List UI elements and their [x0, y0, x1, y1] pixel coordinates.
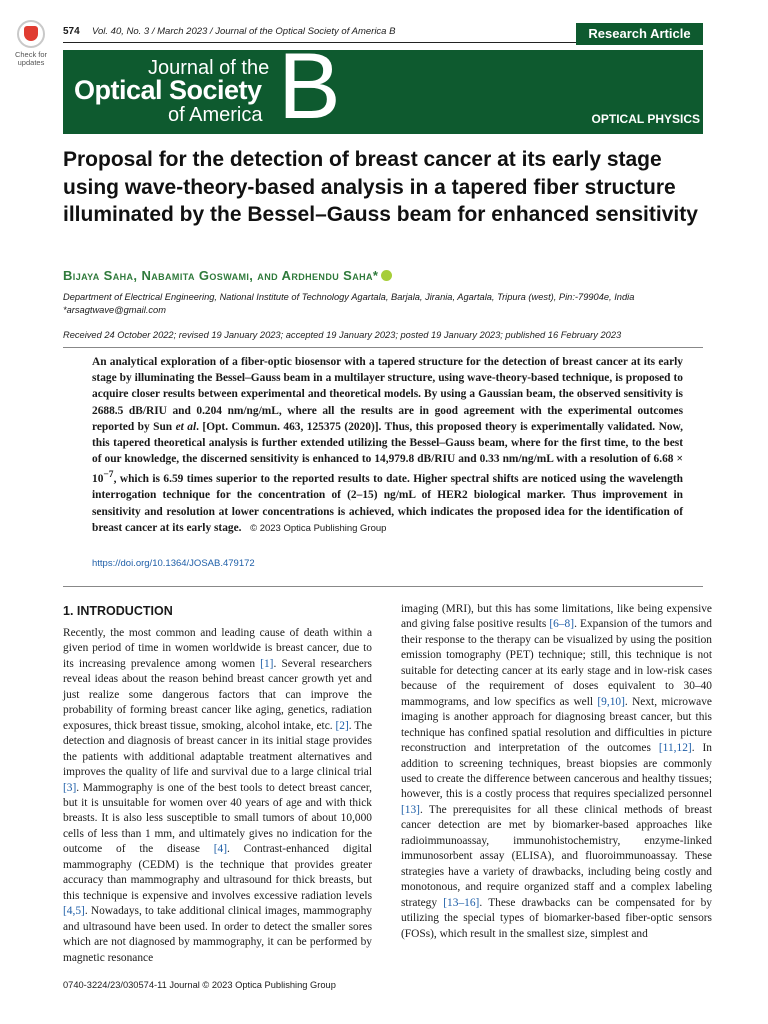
citation-link[interactable]: [6–8]	[549, 618, 575, 631]
body-text: . The prerequisites for all these clinical methods of breast cancer detection are met by biomarker-based approaches like radioimmunoassay, immunohistochemistry, enzyme-linked immunosorbent assay (ELISA), and fluoroimmunoassay. These strategies have a variety of drawbacks, including being costly and monotonous, and require organized staff and a complex labeling strategy	[401, 803, 712, 909]
article-type-badge: Research Article	[576, 23, 703, 45]
abstract-text-3: , which is 6.59 times superior to the reported results to date. Higher spectral shifts are noticed using the wavelength interrogation technique for the concentration of (2–15) ng/mL of HER2 biological marker. Thus improvement in sensitivity and resolution at lower concentrations is achieved, which indicates the proposed idea for the identification of breast cancer at its early stage.	[92, 473, 683, 534]
citation-link[interactable]: [3]	[63, 781, 77, 794]
abstract-bottom-rule	[63, 586, 703, 587]
body-text: . In addition to screening techniques, breast biopsies are commonly used to create the difference between cancerous and healthy tissues; however, this is a costly process that requires specialized personnel	[401, 742, 713, 801]
body-text: imaging (MRI), but this has some limitations, like being expensive and giving false positive results	[401, 603, 712, 631]
check-for-updates-badge[interactable]	[10, 20, 52, 67]
masthead-line1: Journal of the	[148, 57, 270, 79]
body-text: . Mammography is one of the best tools to detect breast cancer, but it is unsuitable for women over 40 years of age and with thick breasts. It is also less susceptible to small tumors of about 10,000 cells of less than 1 mm, and ultimately gives no indication for the outcome of the disease	[63, 781, 372, 856]
article-dates: Received 24 October 2022; revised 19 January 2023; accepted 19 January 2023; posted 19 January 2023; published 16 February 2023	[63, 330, 622, 340]
article-title: Proposal for the detection of breast cancer at its early stage using wave-theory-based analysis in a tapered fiber structure illuminated by the Bessel–Gauss beam for enhanced sensitivity	[63, 148, 698, 226]
body-column-left	[63, 626, 372, 966]
citation-link[interactable]: [9,10]	[597, 695, 625, 708]
author-list	[63, 268, 392, 283]
page-footer: 0740-3224/23/030574-11 Journal © 2023 Optica Publishing Group	[63, 980, 336, 990]
citation-link[interactable]: [4]	[213, 843, 228, 856]
body-text: . Expansion of the tumors and their response to the therapy can be visualized by using the position emission tomography (PET) technique; still, this technique is not suitable for detecting cancer at its early stage and in low-risk cases because of the requirement of doses equivalent to 30–40 mammograms, and low specifics as well	[401, 618, 712, 708]
check-for-updates-label: Check for updates	[14, 50, 48, 67]
masthead-line2: Optical Society	[74, 75, 262, 105]
abstract-copyright: © 2023 Optica Publishing Group	[250, 522, 387, 534]
masthead-line3: of America	[168, 104, 263, 126]
body-text: . Nowadays, to take additional clinical images, mammography and ultrasound have been used. In order to detect the smaller sores which are not diagnosed by mammography, it can be performed by magnetic resonance	[63, 905, 372, 964]
section-heading: 1. INTRODUCTION	[63, 604, 173, 618]
orcid-icon[interactable]	[381, 270, 392, 281]
affiliation: Department of Electrical Engineering, National Institute of Technology Agartala, Barjala, Jirania, Agartala, Tripura (west), Pin:-79904e, India	[63, 292, 635, 302]
body-text: . Contrast-enhanced digital mammography (CEDM) is the technique that provides greater accuracy than mammography and ultrasound for thick breasts, but this technique is expensive and involves excessive radiation levels	[63, 843, 372, 902]
section-label: OPTICAL PHYSICS	[591, 112, 700, 126]
affiliation-block	[63, 291, 723, 317]
abstract-top-rule	[63, 347, 703, 348]
crossmark-icon	[17, 20, 45, 48]
body-column-right	[401, 602, 712, 942]
body-text: . Several researchers reveal ideas about the reason behind breast cancer growth yet and just realize some dangerous factors that can improve the probability of forming breast cancer like aging, genetics, radiation exposures, thick breast tissue, smoking, alcohol intake, etc.	[63, 657, 372, 732]
abstract	[92, 354, 683, 537]
abstract-exponent: −7	[103, 470, 114, 481]
volume-line: Vol. 40, No. 3 / March 2023 / Journal of the Optical Society of America B	[92, 26, 396, 37]
abstract-text-1: An analytical exploration of a fiber-optic biosensor with a tapered structure for the detection of breast cancer at its early stage by illuminating the Bessel–Gauss beam in a multilayer structure, using wave-theory-based technique, is proposed to acquire closer results between experimental and theoretical models. By using a Gaussian beam, the observed sensitivity is 2688.5 dB/RIU and 0.204 nm/ng/mL, where all the results are in good agreement with the experimental outcomes reported by Sun	[92, 356, 683, 433]
abstract-text-2: . [Opt. Commun. 463, 125375 (2020)]. Thus, this proposed theory is experimentally validated. Now, this tapered theoretical analysis is further extended utilizing the Bessel–Gauss beam, where for the first time, to the best of our knowledge, the discerned sensitivity is enhanced to 14,979.8 dB/RIU and 0.33 nm/ng/mL with a resolution of 6.68 × 10	[92, 420, 683, 486]
citation-link[interactable]: [1]	[260, 657, 274, 670]
body-text: . The detection and diagnosis of breast cancer in its initial stage provides the patients with additional adaptable treatment alternatives and improves the quality of life and survival due to a large clinical trial	[63, 719, 372, 779]
page-number: 574	[63, 26, 80, 37]
citation-link[interactable]: [2]	[335, 719, 349, 732]
citation-link[interactable]: [11,12]	[658, 742, 692, 755]
doi-link[interactable]: https://doi.org/10.1364/JOSAB.479172	[92, 558, 255, 569]
body-text: . Next, microwave imaging is another approach for diagnosing breast cancer, but this technique has confined spatial resolution and difficulties in picture reconstruction and interpretation of the outcomes	[401, 695, 712, 755]
citation-link[interactable]: [4,5]	[63, 905, 85, 918]
author-names[interactable]: Bijaya Saha, Nabamita Goswami, and Ardhendu Saha*	[63, 268, 379, 283]
masthead-letter: B	[278, 33, 341, 138]
body-text: Recently, the most common and leading cause of death within a given period of time in women worldwide is breast cancer, due to its increasing prevalence among women	[63, 627, 372, 670]
citation-link[interactable]: [13–16]	[443, 896, 480, 909]
citation-link[interactable]: [13]	[401, 803, 420, 816]
corresponding-email[interactable]: *arsagtwave@gmail.com	[63, 305, 166, 315]
body-text: . These drawbacks can be compensated for by utilizing the special types of biomarker-based fiber-optic sensors (FOSs), which result in the smallest size, simplest and	[401, 896, 713, 940]
abstract-etal: et al	[175, 420, 197, 433]
